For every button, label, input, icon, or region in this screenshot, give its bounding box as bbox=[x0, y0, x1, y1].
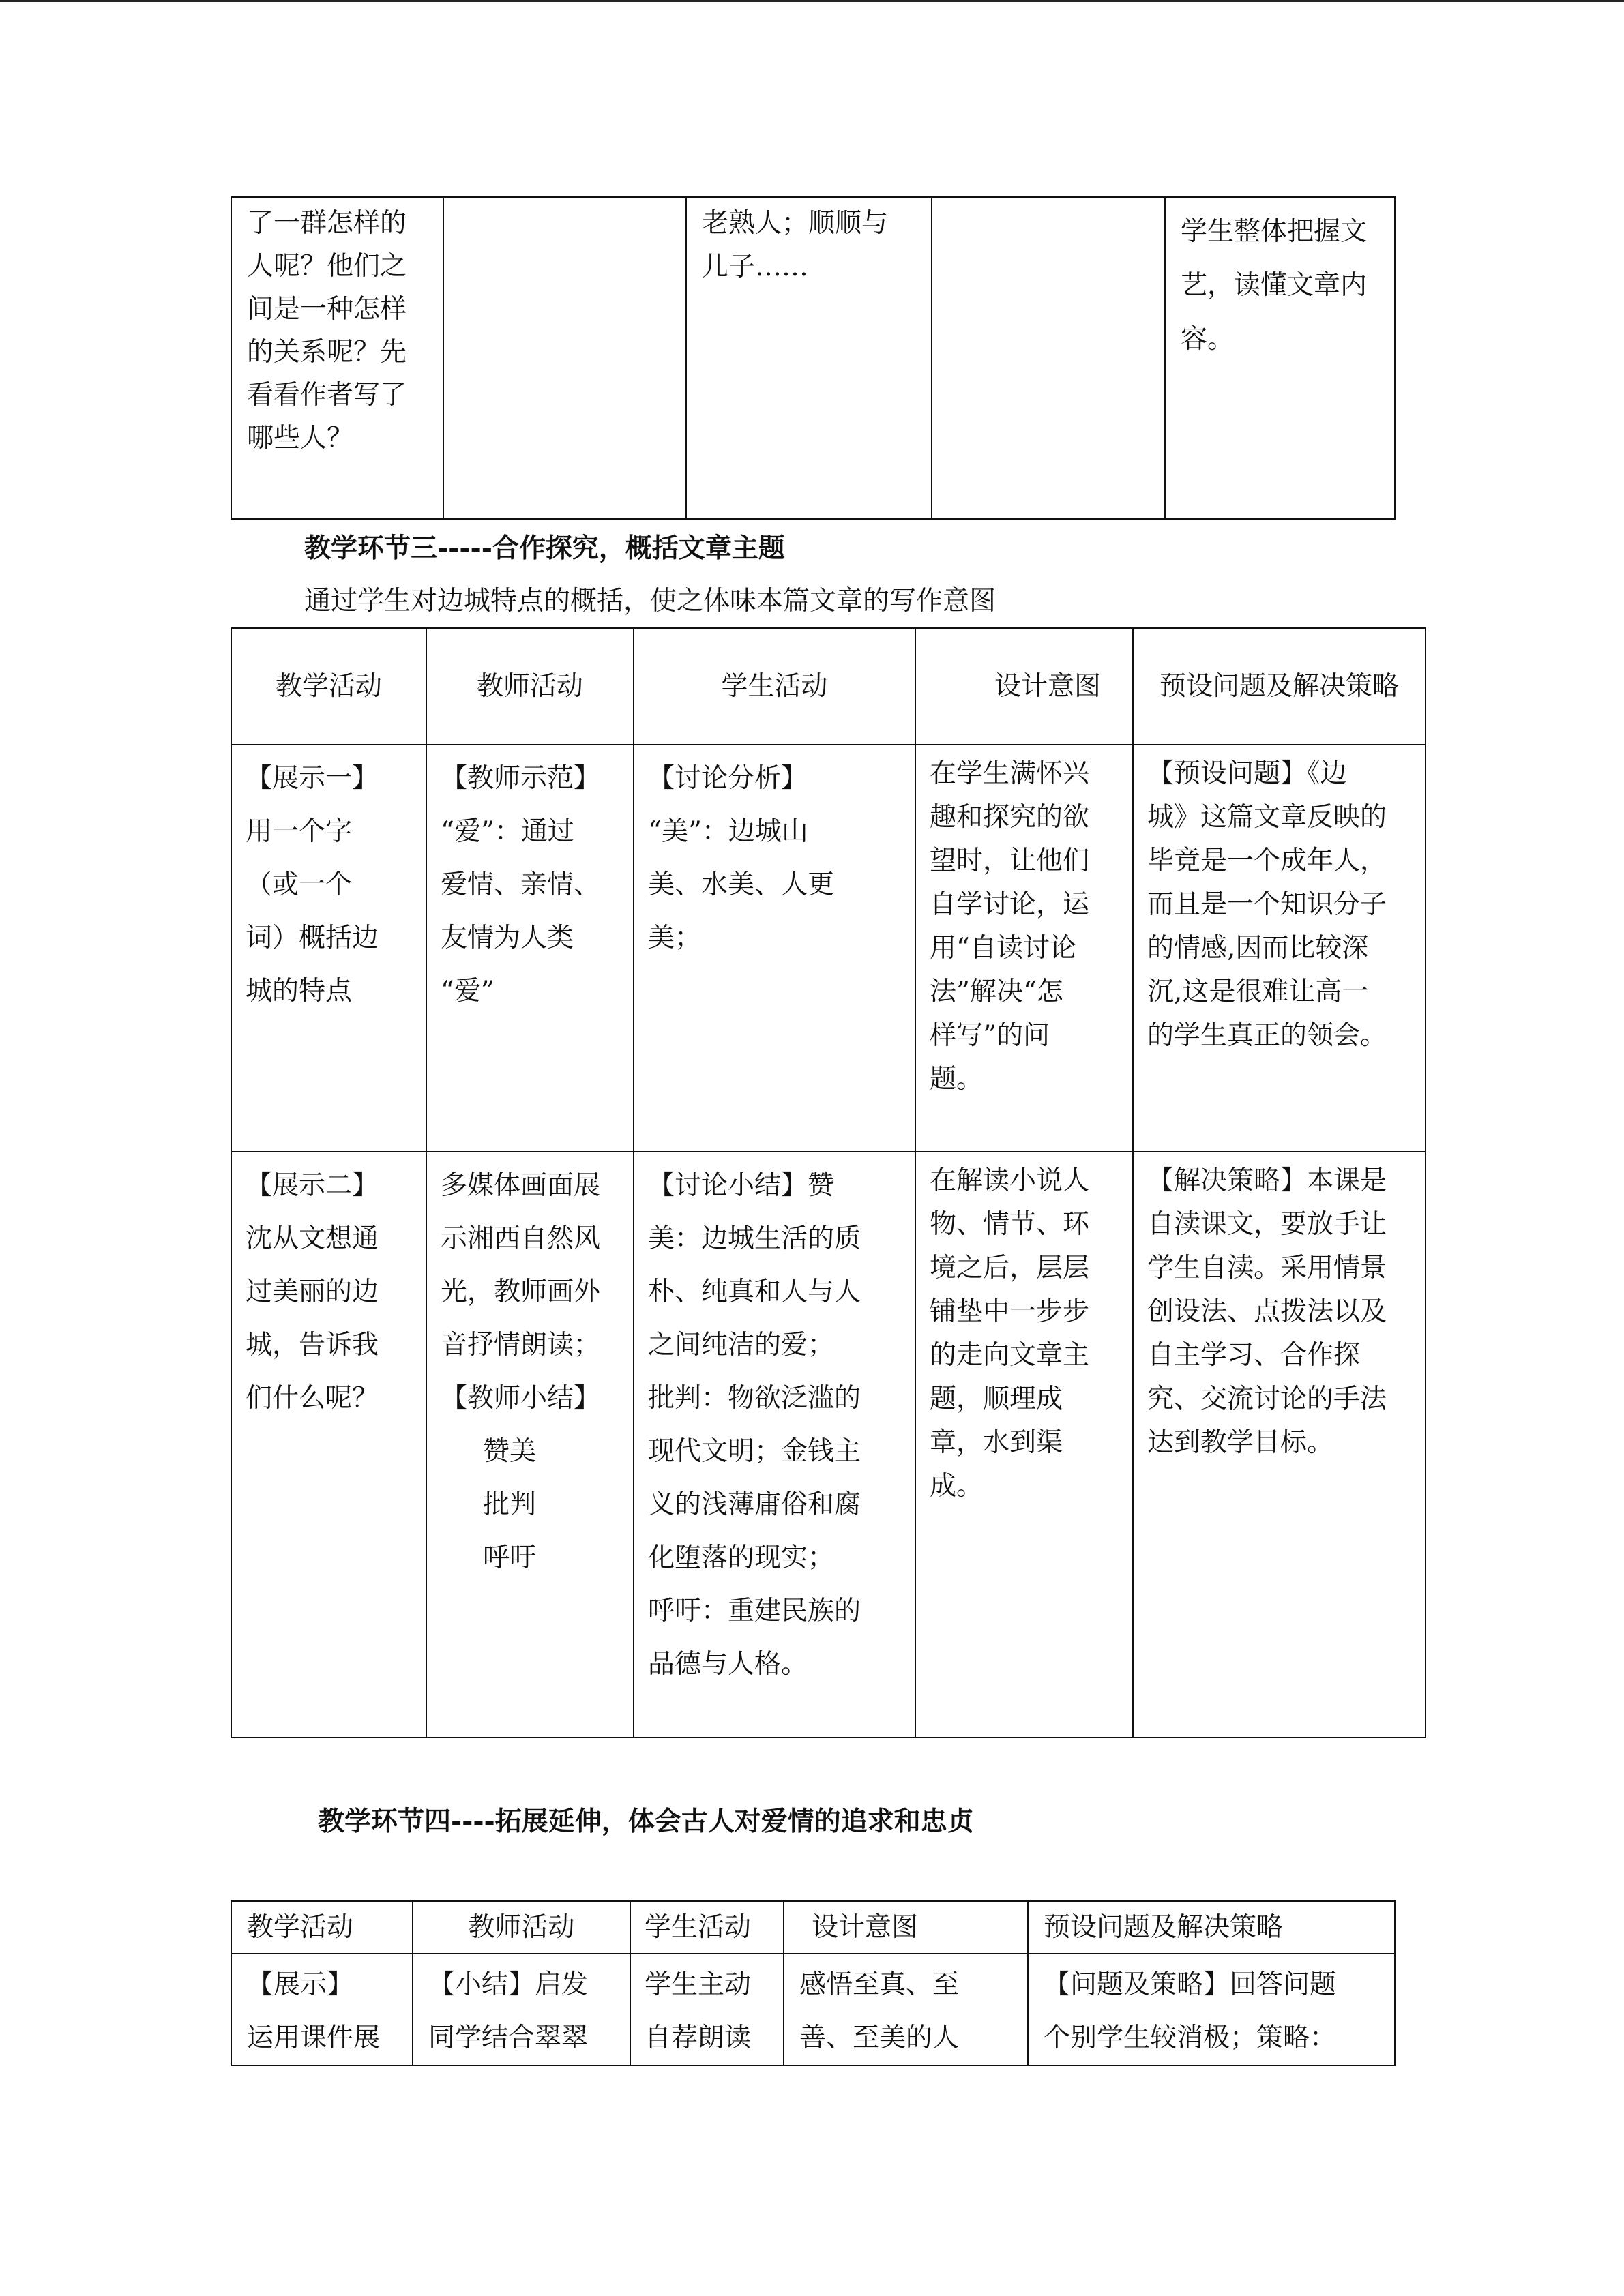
cell-line: 究、交流讨论的手法 bbox=[1147, 1384, 1387, 1414]
cell-line: 光，教师画外 bbox=[441, 1277, 601, 1307]
header-label: 教师活动 bbox=[468, 1911, 575, 1943]
section-3-intro: 通过学生对边城特点的概括，使之体味本篇文章的写作意图 bbox=[304, 586, 996, 616]
cell-line: 城，告诉我 bbox=[246, 1330, 379, 1360]
cell-text: 学生整体把握文艺，读懂文章内容。 bbox=[1181, 216, 1368, 355]
header-cell bbox=[784, 1901, 1028, 1954]
header-cell bbox=[413, 1901, 630, 1954]
summary-item: 批判 bbox=[483, 1489, 537, 1520]
cell-line: “爱” bbox=[441, 976, 494, 1007]
cell-text: 了一群怎样的人呢？他们之间是一种怎样的关系呢？先看看作者写了哪些人？ bbox=[247, 208, 407, 453]
page-top-border bbox=[0, 0, 1624, 2]
table-cell bbox=[630, 1954, 784, 2066]
cell-line: 【预设问题】《边 bbox=[1147, 758, 1347, 789]
cell-line: 物、情节、环 bbox=[930, 1209, 1090, 1240]
cell-line: 自学讨论，运 bbox=[930, 889, 1090, 920]
cell-line: 成。 bbox=[930, 1471, 984, 1502]
table-cell bbox=[1133, 1152, 1426, 1738]
header-cell bbox=[426, 628, 634, 745]
table-cell bbox=[686, 197, 932, 519]
cell-line: 【教师示范】 bbox=[441, 763, 601, 794]
cell-text bbox=[932, 198, 1164, 202]
cell-line: 样写”的问 bbox=[930, 1020, 1050, 1051]
table-cell bbox=[634, 745, 915, 1152]
cell-line: 城的特点 bbox=[246, 976, 353, 1007]
cell-line: 自渎课文，要放手让 bbox=[1147, 1209, 1387, 1240]
cell-line: 过美丽的边 bbox=[246, 1277, 379, 1307]
cell-line: 【讨论小结】赞 bbox=[648, 1170, 835, 1201]
table-cell bbox=[413, 1954, 630, 2066]
cell-line: 在学生满怀兴 bbox=[930, 758, 1090, 789]
table-cell bbox=[426, 745, 634, 1152]
cell-line: 毕竟是一个成年人， bbox=[1147, 846, 1387, 876]
header-label: 学生活动 bbox=[721, 670, 828, 702]
section-3-heading: 教学环节三-----合作探究，概括文章主题 bbox=[304, 533, 785, 564]
cell-text: 老熟人；顺顺与儿子…… bbox=[702, 208, 889, 282]
header-cell bbox=[1028, 1901, 1395, 1954]
header-cell bbox=[915, 628, 1133, 745]
cell-line: 之间纯洁的爱； bbox=[648, 1330, 835, 1360]
cell-line: 善、至美的人 bbox=[799, 2023, 960, 2053]
cell-line: 境之后，层层 bbox=[930, 1253, 1090, 1283]
cell-line: 多媒体画面展 bbox=[441, 1170, 601, 1201]
cell-line: 词）概括边 bbox=[246, 923, 379, 953]
table-cell bbox=[231, 1152, 426, 1738]
cell-line: 品德与人格。 bbox=[648, 1649, 808, 1680]
cell-line: 【展示二】 bbox=[246, 1170, 379, 1201]
cell-line: 自主学习、合作探 bbox=[1147, 1340, 1361, 1371]
section-4-heading: 教学环节四----拓展延伸，体会古人对爱情的追求和忠贞 bbox=[318, 1806, 974, 1837]
table-cell bbox=[915, 745, 1133, 1152]
cell-line: 法”解决“怎 bbox=[930, 976, 1063, 1007]
table-cell bbox=[915, 1152, 1133, 1738]
cell-line: 爱情、亲情、 bbox=[441, 869, 601, 900]
cell-line: 义的浅薄庸俗和腐 bbox=[648, 1489, 861, 1520]
cell-line: 题。 bbox=[930, 1064, 984, 1094]
cell-line: 现代文明；金钱主 bbox=[648, 1436, 861, 1467]
cell-line: 【问题及策略】回答问题 bbox=[1044, 1969, 1337, 2000]
cell-line: 【讨论分析】 bbox=[648, 763, 808, 794]
table-cell bbox=[426, 1152, 634, 1738]
cell-line: 学生主动 bbox=[645, 1969, 752, 2000]
cell-line: 示湘西自然风 bbox=[441, 1223, 601, 1254]
header-label: 学生活动 bbox=[645, 1911, 752, 1943]
header-label: 预设问题及解决策略 bbox=[1159, 670, 1399, 702]
cell-line: 望时，让他们 bbox=[930, 846, 1090, 876]
table-cell bbox=[932, 197, 1165, 519]
table-cell bbox=[634, 1152, 915, 1738]
cell-line: （或一个 bbox=[246, 869, 353, 900]
header-cell bbox=[231, 1901, 413, 1954]
cell-line: 题，顺理成 bbox=[930, 1384, 1063, 1414]
cell-line: 城》这篇文章反映的 bbox=[1147, 802, 1387, 833]
cell-line: 沉,这是很难让高一 bbox=[1147, 976, 1369, 1007]
header-cell bbox=[1133, 628, 1426, 745]
header-cell bbox=[634, 628, 915, 745]
cell-line: 美； bbox=[648, 923, 702, 953]
cell-line: 【展示一】 bbox=[246, 763, 379, 794]
cell-line: 在解读小说人 bbox=[930, 1165, 1090, 1196]
cell-line: 的学生真正的领会。 bbox=[1147, 1020, 1387, 1051]
cell-line: 章，水到渠 bbox=[930, 1427, 1063, 1458]
section-4-table bbox=[231, 1900, 1396, 2066]
cell-line: 友情为人类 bbox=[441, 923, 574, 953]
table-cell bbox=[231, 1954, 413, 2066]
cell-line: 美、水美、人更 bbox=[648, 869, 835, 900]
cell-line: “美”：边城山 bbox=[648, 816, 808, 847]
cell-line: 而且是一个知识分子 bbox=[1147, 889, 1387, 920]
header-label: 教学活动 bbox=[275, 670, 382, 702]
cell-line: 自荐朗读 bbox=[645, 2023, 752, 2053]
header-label: 教学活动 bbox=[247, 1911, 354, 1943]
cell-line: 【展示】 bbox=[247, 1969, 354, 2000]
cell-line: 沈从文想通 bbox=[246, 1223, 379, 1254]
table-cell bbox=[443, 197, 686, 519]
cell-line: 【教师小结】 bbox=[441, 1383, 601, 1414]
header-cell bbox=[630, 1901, 784, 1954]
cell-line: 美：边城生活的质 bbox=[648, 1223, 861, 1254]
cell-line: 感悟至真、至 bbox=[799, 1969, 960, 2000]
cell-line: 音抒情朗读； bbox=[441, 1330, 601, 1360]
cell-line: 趣和探究的欲 bbox=[930, 802, 1090, 833]
cell-line: 们什么呢？ bbox=[246, 1383, 379, 1414]
cell-line: 同学结合翠翠 bbox=[428, 2023, 589, 2053]
cell-line: 朴、纯真和人与人 bbox=[648, 1277, 861, 1307]
cell-line: 个别学生较消极；策略： bbox=[1044, 2023, 1337, 2053]
header-label: 教师活动 bbox=[476, 670, 583, 702]
cell-line: 创设法、点拨法以及 bbox=[1147, 1296, 1387, 1327]
table-cell bbox=[784, 1954, 1028, 2066]
cell-line: 用“自读讨论 bbox=[930, 933, 1076, 964]
cell-line: 的情感,因而比较深 bbox=[1147, 933, 1369, 964]
continued-lesson-table bbox=[231, 196, 1396, 520]
cell-line: 批判：物欲泛滥的 bbox=[648, 1383, 861, 1414]
summary-item: 赞美 bbox=[483, 1436, 537, 1467]
cell-line: 达到教学目标。 bbox=[1147, 1427, 1334, 1458]
cell-line: 化堕落的现实； bbox=[648, 1542, 835, 1573]
cell-line: 【小结】启发 bbox=[428, 1969, 589, 2000]
header-cell bbox=[231, 628, 426, 745]
cell-line: 运用课件展 bbox=[247, 2023, 381, 2053]
table-cell bbox=[1165, 197, 1395, 519]
header-label: 预设问题及解决策略 bbox=[1044, 1911, 1284, 1943]
header-label: 设计意图 bbox=[994, 670, 1101, 702]
table-cell bbox=[231, 197, 443, 519]
header-label: 设计意图 bbox=[812, 1911, 919, 1943]
table-cell bbox=[231, 745, 426, 1152]
section-3-table bbox=[231, 627, 1426, 1738]
cell-line: 学生自渎。采用情景 bbox=[1147, 1253, 1387, 1283]
cell-line: 用一个字 bbox=[246, 816, 353, 847]
cell-line: 的走向文章主 bbox=[930, 1340, 1090, 1371]
cell-line: 铺垫中一步步 bbox=[930, 1296, 1090, 1327]
cell-text bbox=[444, 198, 685, 202]
cell-line: 呼吁：重建民族的 bbox=[648, 1596, 861, 1626]
cell-line: 【解决策略】本课是 bbox=[1147, 1165, 1387, 1196]
table-cell bbox=[1028, 1954, 1395, 2066]
table-cell bbox=[1133, 745, 1426, 1152]
summary-item: 呼吁 bbox=[483, 1542, 537, 1573]
cell-line: “爱”：通过 bbox=[441, 816, 574, 847]
